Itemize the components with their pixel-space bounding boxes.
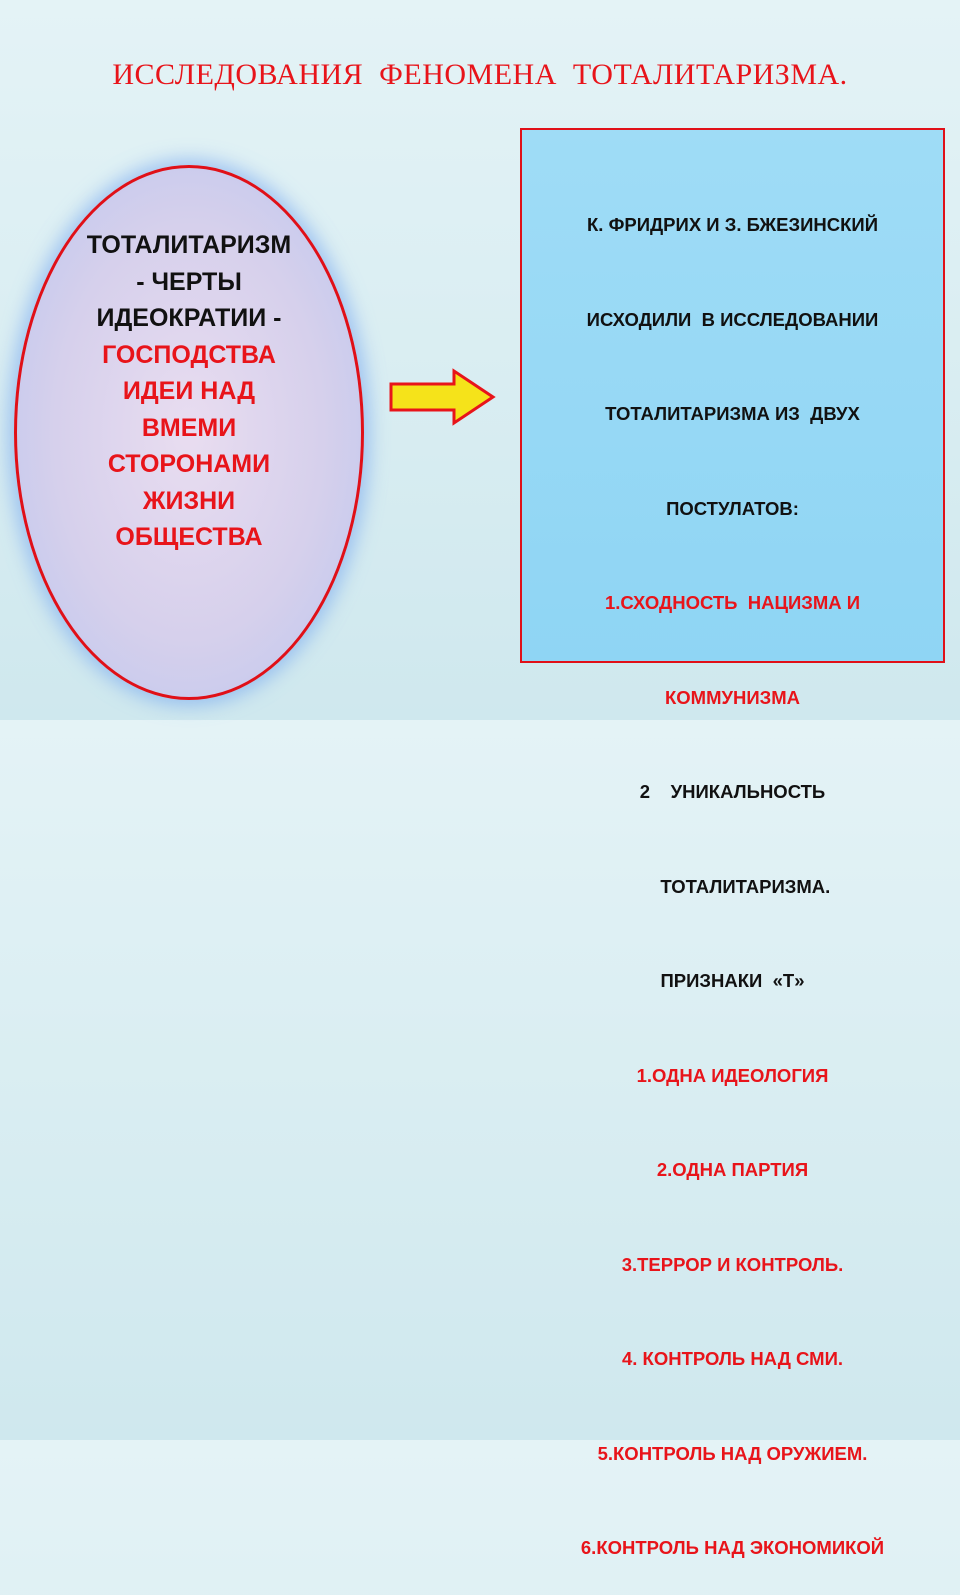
postulates-text (520, 146, 945, 1595)
definition-line: - ЧЕРТЫ (136, 267, 242, 296)
postulates-line: ПРИЗНАКИ «Т» (660, 970, 805, 991)
slide-title: ИССЛЕДОВАНИЯ ФЕНОМЕНА ТОТАЛИТАРИЗМА. (112, 58, 848, 91)
postulates-line: 2.ОДНА ПАРТИЯ (656, 1159, 809, 1180)
postulates-line: КОММУНИЗМА (664, 686, 801, 708)
postulates-line: 6.КОНТРОЛЬ НАД ЭКОНОМИКОЙ (580, 1537, 885, 1558)
postulates-line: ПОСТУЛАТОВ: (666, 497, 799, 519)
definition-line: ВМЕМИ (141, 413, 237, 442)
postulates-line: К. ФРИДРИХ И З. БЖЕЗИНСКИЙ (587, 214, 878, 235)
postulates-line: 2 УНИКАЛЬНОСТЬ (639, 781, 826, 802)
postulates-line: ТОТАЛИТАРИЗМА. (634, 875, 831, 897)
postulates-line: 1.СХОДНОСТЬ НАЦИЗМА И (604, 592, 861, 613)
postulates-line: ТОТАЛИТАРИЗМА ИЗ ДВУХ (605, 403, 860, 424)
postulates-line: 5.КОНТРОЛЬ НАД ОРУЖИЕМ. (597, 1442, 868, 1464)
definition-text (14, 227, 364, 556)
definition-line: ТОТАЛИТАРИЗМ (86, 231, 292, 259)
definition-line: ЖИЗНИ (142, 486, 236, 515)
postulates-line: 1.ОДНА ИДЕОЛОГИЯ (636, 1064, 829, 1086)
postulates-line: 4. КОНТРОЛЬ НАД СМИ. (621, 1348, 844, 1369)
definition-line: СТОРОНАМИ (107, 450, 271, 478)
definition-line: ОБЩЕСТВА (115, 523, 263, 551)
definition-line: ГОСПОДСТВА (102, 340, 276, 369)
definition-line: ИДЕОКРАТИИ - (96, 304, 282, 332)
postulates-line: ИСХОДИЛИ В ИССЛЕДОВАНИИ (586, 308, 879, 330)
definition-line: ИДЕИ НАД (122, 377, 256, 405)
arrow-shape (391, 371, 493, 423)
postulates-line: 3.ТЕРРОР И КОНТРОЛЬ. (621, 1253, 844, 1275)
right-arrow-icon (388, 368, 496, 426)
